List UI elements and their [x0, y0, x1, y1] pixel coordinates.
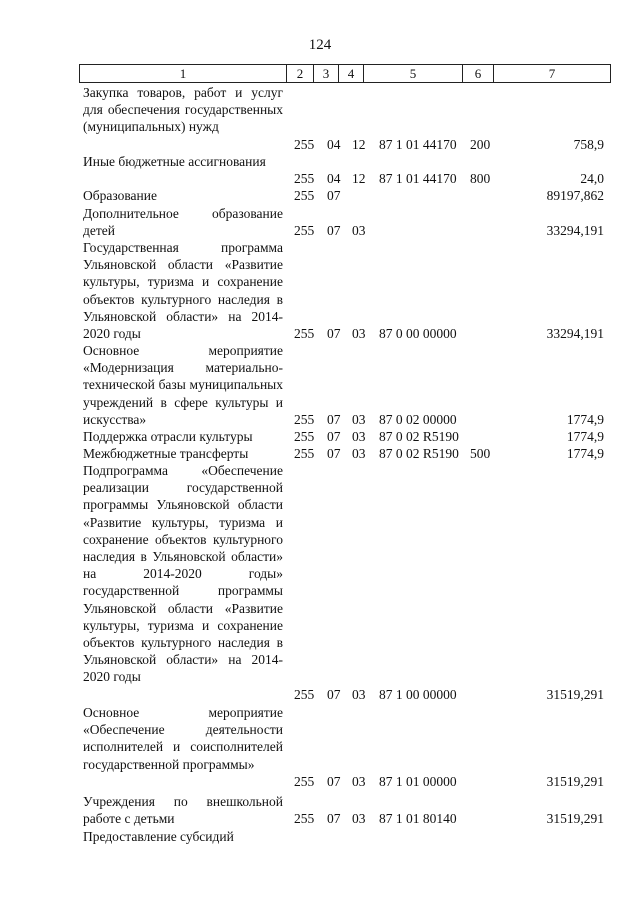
cell-c7: 1774,9: [566, 446, 604, 461]
cell-c7: 33294,191: [546, 326, 604, 341]
cell-c2: 255: [294, 136, 315, 152]
row-name: Предоставление субсидий: [83, 829, 234, 844]
page-number: 124: [308, 37, 332, 53]
cell-c2: 255: [294, 411, 315, 427]
cell-c6: 800: [470, 171, 491, 187]
cell-c2: 255: [294, 223, 315, 239]
cell-c5: 87 1 01 00000: [379, 773, 457, 789]
cell-c5: 87 0 02 R5190: [379, 446, 459, 461]
cell-c5: 87 0 02 R5190: [379, 429, 459, 444]
row-name: Иные бюджетные ассигнования: [83, 154, 266, 169]
cell-c2: 255: [294, 326, 315, 341]
cell-c2: 255: [294, 171, 315, 187]
cell-c3: 07: [327, 411, 341, 427]
cell-c2: 255: [294, 446, 315, 461]
cell-c4: 03: [352, 811, 366, 827]
cell-c5: 87 1 01 80140: [379, 811, 457, 827]
cell-c2: 255: [294, 686, 315, 702]
header-col-4: 4: [338, 65, 363, 82]
cell-c2: 255: [294, 811, 315, 827]
cell-c4: 03: [352, 429, 366, 444]
row-name: Подпрограмма «Обеспечение реализации государственной программы Ульяновской области «Развитие культуры, туризма и сохранение объектов культурного наследия в Ульяновской области» на 2014-2020 годы» государственной программы Ульяновской области «Развитие культуры, туризма и сохранение объектов культурного наследия в Ульяновской области» на 2014-2020 годы: [83, 463, 283, 685]
table-header: [79, 64, 611, 83]
cell-c7: 89197,862: [546, 188, 604, 203]
cell-c3: 07: [327, 429, 341, 444]
cell-c7: 31519,291: [546, 811, 604, 827]
cell-c4: 03: [352, 326, 366, 341]
cell-c3: 07: [327, 773, 341, 789]
cell-c3: 07: [327, 446, 341, 461]
header-col-1: 1: [179, 66, 187, 81]
row-name: Государственная программа Ульяновской области «Развитие культуры, туризма и сохранение объектов культурного наследия в Ульяновской области» на 2014-2020 годы: [83, 240, 283, 342]
cell-c2: 255: [294, 429, 315, 444]
row-name: Поддержка отрасли культуры: [83, 429, 253, 444]
cell-c4: 12: [352, 136, 366, 152]
cell-c4: 03: [352, 686, 366, 702]
cell-c3: 07: [327, 686, 341, 702]
cell-c6: 200: [470, 136, 491, 152]
header-col-3: 3: [313, 65, 338, 82]
row-name: Основное мероприятие «Модернизация материально-технической базы муниципальных учреждений в сфере культуры и искусства»: [83, 343, 283, 427]
cell-c7: 24,0: [580, 171, 604, 187]
cell-c7: 33294,191: [546, 223, 604, 239]
cell-c3: 04: [327, 136, 341, 152]
cell-c2: 255: [294, 188, 315, 203]
row-name: Учреждения по внешкольной работе с детьми: [83, 794, 283, 827]
row-name: Основное мероприятие «Обеспечение деятельности исполнителей и соисполнителей государственной программы»: [83, 705, 283, 772]
cell-c7: 31519,291: [546, 773, 604, 789]
cell-c5: 87 0 00 00000: [379, 326, 457, 341]
cell-c7: 31519,291: [546, 686, 604, 702]
cell-c4: 03: [352, 773, 366, 789]
cell-c2: 255: [294, 773, 315, 789]
header-col-6: 6: [462, 65, 493, 82]
row-name: Межбюджетные трансферты: [83, 446, 249, 461]
row-name: Образование: [83, 188, 157, 203]
cell-c7: 1774,9: [566, 411, 604, 427]
cell-c5: 87 1 01 44170: [379, 136, 457, 152]
header-col-2: 2: [286, 65, 313, 82]
cell-c5: 87 0 02 00000: [379, 411, 457, 427]
cell-c6: 500: [470, 446, 491, 461]
cell-c3: 07: [327, 326, 341, 341]
cell-c3: 07: [327, 223, 341, 239]
row-name: Закупка товаров, работ и услуг для обеспечения государственных (муниципальных) нужд: [83, 85, 283, 135]
cell-c7: 1774,9: [566, 429, 604, 444]
cell-c4: 03: [352, 223, 366, 239]
header-col-7: 7: [493, 65, 610, 82]
header-col-5: 5: [363, 65, 462, 82]
row-name: Дополнительное образование детей: [83, 206, 283, 239]
cell-c4: 03: [352, 411, 366, 427]
cell-c5: 87 1 00 00000: [379, 686, 457, 702]
cell-c4: 12: [352, 171, 366, 187]
cell-c5: 87 1 01 44170: [379, 171, 457, 187]
cell-c3: 07: [327, 188, 341, 203]
cell-c4: 03: [352, 446, 366, 461]
cell-c7: 758,9: [573, 136, 604, 152]
cell-c3: 07: [327, 811, 341, 827]
cell-c3: 04: [327, 171, 341, 187]
